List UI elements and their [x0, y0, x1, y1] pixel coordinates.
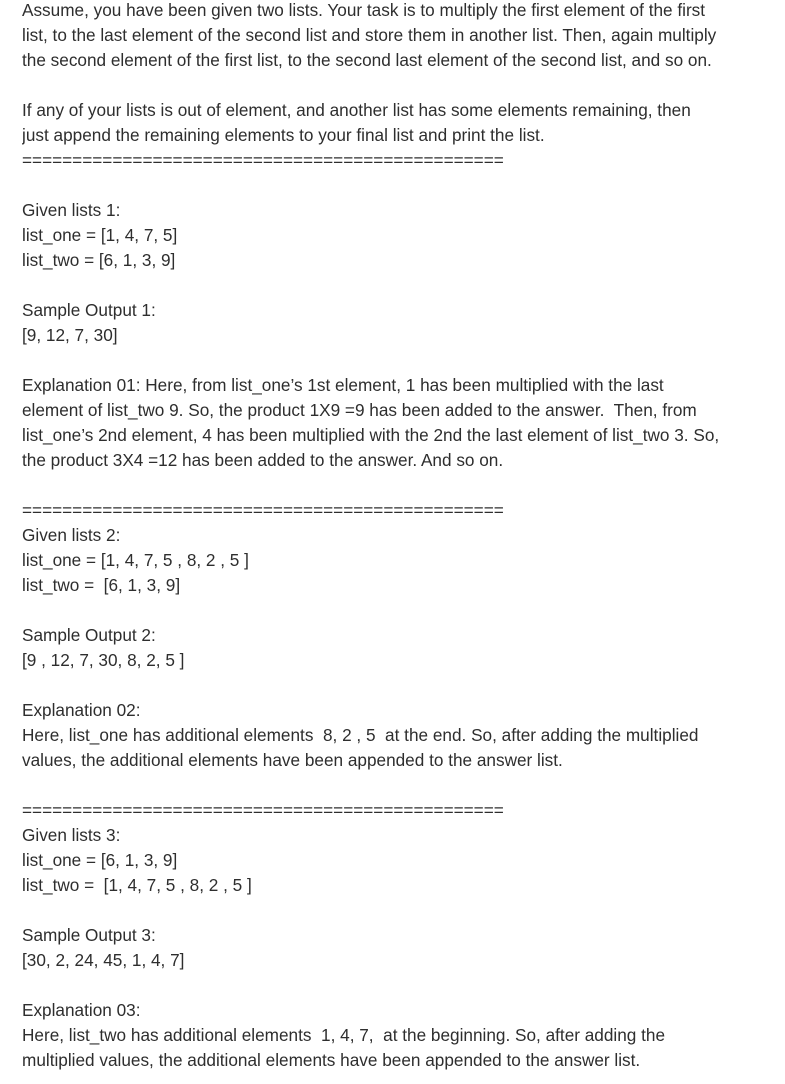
text-line: Explanation 01: Here, from list_one’s 1st element, 1 has been multiplied with the last [22, 375, 664, 395]
list-two-value: list_two = [1, 4, 7, 5 , 8, 2 , 5 ] [22, 875, 252, 895]
sample-output-value: [30, 2, 24, 45, 1, 4, 7] [22, 950, 185, 970]
text-line: Here, list_two has additional elements 1, 4, 7, at the beginning. So, after adding the [22, 1025, 666, 1045]
text-line: element of list_two 9. So, the product 1X9 =9 has been added to the answer. Then, from [22, 400, 697, 420]
sample-output-value: [9 , 12, 7, 30, 8, 2, 5 ] [22, 650, 185, 670]
example-3 [22, 823, 765, 1073]
list-two-value: list_two = [6, 1, 3, 9] [22, 575, 181, 595]
text-line: Assume, you have been given two lists. Your task is to multiply the first element of the first [22, 0, 706, 20]
text-line: list, to the last element of the second list and store them in another list. Then, again multiply [22, 25, 717, 45]
text-line: If any of your lists is out of element, and another list has some elements remaining, then [22, 100, 691, 120]
explanation-heading: Explanation 02: [22, 700, 141, 720]
text-line: just append the remaining elements to your final list and print the list. [22, 125, 545, 145]
explanation [22, 1023, 765, 1073]
sample-output-value: [9, 12, 7, 30] [22, 325, 118, 345]
explanation [22, 723, 765, 773]
sample-output-heading: Sample Output 2: [22, 625, 156, 645]
list-two-value: list_two = [6, 1, 3, 9] [22, 250, 176, 270]
given-lists-heading: Given lists 1: [22, 200, 121, 220]
example-1 [22, 198, 765, 473]
explanation [22, 373, 765, 473]
sample-output-heading: Sample Output 3: [22, 925, 156, 945]
text-line: values, the additional elements have been appended to the answer list. [22, 750, 563, 770]
text-line: the second element of the first list, to the second last element of the second list, and so on. [22, 50, 712, 70]
separator-line: ================================================ [22, 150, 504, 170]
list-one-value: list_one = [1, 4, 7, 5 , 8, 2 , 5 ] [22, 550, 249, 570]
text-line: list_one’s 2nd element, 4 has been multiplied with the 2nd the last element of list_two 3. So, [22, 425, 720, 445]
text-line: the product 3X4 =12 has been added to the answer. And so on. [22, 450, 504, 470]
given-lists-heading: Given lists 2: [22, 525, 121, 545]
text-line: Here, list_one has additional elements 8, 2 , 5 at the end. So, after adding the multiplied [22, 725, 699, 745]
separator-line: ================================================ [22, 800, 504, 820]
sample-output-heading: Sample Output 1: [22, 300, 156, 320]
list-one-value: list_one = [6, 1, 3, 9] [22, 850, 178, 870]
explanation-heading: Explanation 03: [22, 1000, 141, 1020]
separator-line: ================================================ [22, 500, 504, 520]
list-one-value: list_one = [1, 4, 7, 5] [22, 225, 178, 245]
intro-paragraph-2 [22, 98, 765, 148]
example-2 [22, 523, 765, 773]
given-lists-heading: Given lists 3: [22, 825, 121, 845]
intro-paragraph-1 [22, 0, 765, 73]
text-line: multiplied values, the additional elements have been appended to the answer list. [22, 1050, 641, 1070]
